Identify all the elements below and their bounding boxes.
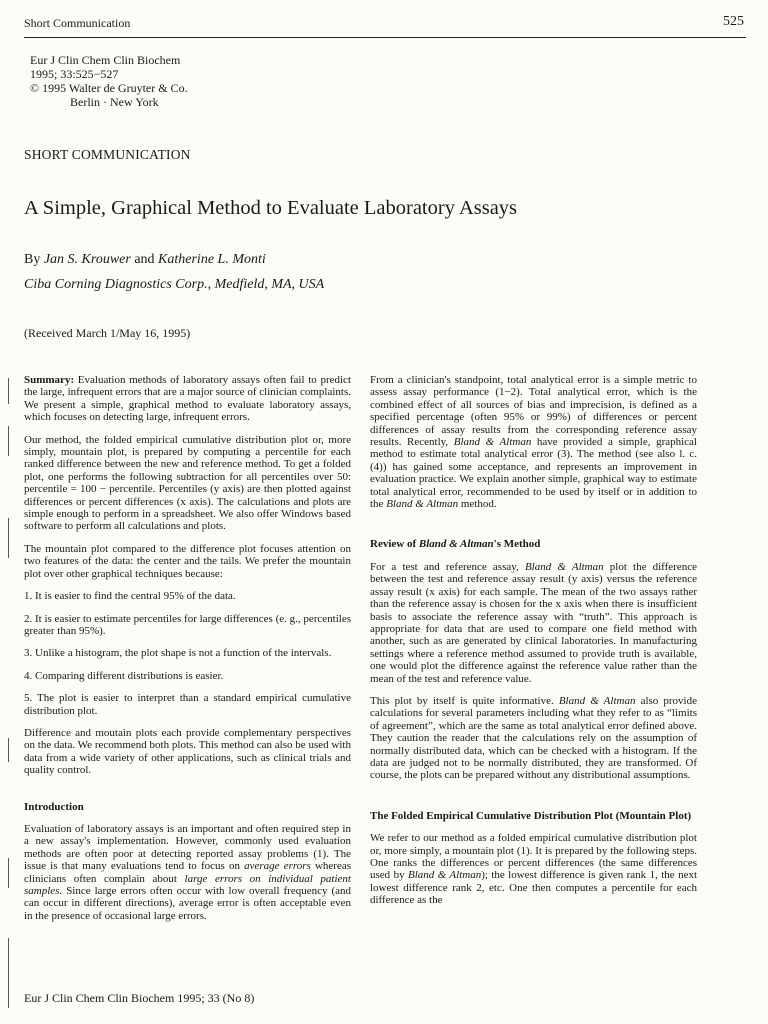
received-date: (Received March 1/May 16, 1995) [24,326,191,340]
list-item-3: 3. Unlike a histogram, the plot shape is not a function of the intervals. [24,647,332,660]
header-rule [24,37,746,38]
journal-name: Eur J Clin Chem Clin Biochem [30,53,181,67]
byline-by: By [24,252,41,267]
list-item-5: 5. The plot is easier to interpret than a standard empirical cumulative distribution plot. [24,692,351,717]
summary-paragraph [24,374,351,424]
introduction-heading: Introduction [24,800,84,813]
page-footer: Eur J Clin Chem Clin Biochem 1995; 33 (No 8) [24,991,255,1005]
summary-text: Evaluation methods of laboratory assays often fail to predict the large, infrequent errors that are a major source of clinician complaints. We present a simple, graphical method to evaluate laboratory assays, which focuses on detecting large, infrequent errors. [24,374,351,424]
article-title: A Simple, Graphical Method to Evaluate Laboratory Assays [24,197,518,219]
scan-margin-marks [8,378,16,1018]
byline [24,252,266,268]
author-1: Jan S. Krouwer [43,252,131,267]
mountain-plot-method-paragraph: We refer to our method as a folded empirical cumulative distribution plot or, more simply, a mountain plot (1). It is prepared by the following steps. One ranks the differences or percent differences (the same differences used by Bland & Altman); the lowest difference is given rank 1, the next lowest difference rank 2, etc. One then computes a percentile for each difference as the [370,832,698,907]
copyright-line: © 1995 Walter de Gruyter & Co. [30,81,188,95]
publisher-location: Berlin · New York [70,95,159,109]
volume-pages: 1995; 33:525−527 [30,67,119,81]
method-paragraph: Our method, the folded empirical cumulative distribution plot or, more simply, mountain plot, is prepared by computing a percentile for each ranked difference between the new and reference method. To get a folded plot, one performs the following subtraction for all percentiles over 50: percentile = 100 − percentile. Percentiles (y axis) are then plotted against differences or percent differences (x axis). The calculations and plots are simple enough to perform in a spreadsheet. We also offer Windows based software to perform all calculations and plots. [24,433,351,533]
introduction-paragraph: Evaluation of laboratory assays is an important and often required step in a new assay's implementation. However, commonly used evaluation methods are often poor at detecting reported assay problems (1). The issue is that many evaluations tend to focus on average errors whereas clinicians often complain about large errors on individual patient samples. Since large errors often occur with low overall frequency (and can occur in different directions), average error is often acceptable even in the presence of occasional large errors. [24,822,352,922]
list-item-4: 4. Comparing different distributions is easier. [24,669,224,682]
list-item-1: 1. It is easier to find the central 95% of the data. [24,590,236,603]
mountain-plot-heading: The Folded Empirical Cumulative Distribution Plot (Mountain Plot) [370,809,692,822]
mountain-plot-paragraph: The mountain plot compared to the difference plot focuses attention on two features of the data: the center and the tails. We prefer the mountain plot over other graphical techniques because: [24,542,351,580]
byline-and: and [134,252,155,267]
affiliation: Ciba Corning Diagnostics Corp., Medfield, MA, USA [24,277,325,292]
section-label: SHORT COMMUNICATION [24,147,191,162]
informative-paragraph: This plot by itself is quite informative. Bland & Altman also provide calculations for several parameters including what they refer to as “limits of agreement”, which are the same as total analytical error defined above. They caution the reader that the calculations rely on the assumption of normally distributed data, which can be checked with a histogram. If the data are judged not to be normally distributed, they are transformed. Of course, the plots can be prepared without any distributional assumptions. [370,694,697,782]
author-2: Katherine L. Monti [158,252,266,267]
review-paragraph: For a test and reference assay, Bland & Altman plot the difference between the test and reference assay result (y axis) versus the reference assay result (x axis) for each sample. The mean of the two assays rather than the reference assay is chosen for the x axis when there is insufficient basis to associate the reference assay with “truth”. This approach is appropriate for data that are used to compare one field method with another, such as are generated by clinical laboratories. In manufacturing settings where a reference method assumed to provide truth is available, one would plot the difference against the reference value rather than the mean of the test and reference value. [370,560,697,685]
page-number: 525 [723,14,744,29]
right-column [370,374,697,917]
complementary-paragraph: Difference and moutain plots each provide complementary perspectives on the data. We recommend both plots. This method can also be used with data from a wide variety of other applications, such as clinical trials and quality control. [24,726,351,777]
summary-label: Summary: [24,374,75,386]
journal-citation [30,53,188,109]
left-column [24,374,351,932]
clinician-paragraph: From a clinician's standpoint, total analytical error is a simple metric to assess assay performance (1−2). Total analytical error, which is the combined effect of all sources of bias and imprecision, is defined as a specified percentage (often 95% or 99%) of differences or percent differences of assay results from the corresponding reference assay results. Recently, Bland & Altman have provided a simple, graphical method to estimate total analytical error (3). The method (see also l. c. (4)) has gained some acceptance, and represents an improvement in evaluation practice. We explain another simple, graphical way to estimate total analytical error, recommended to be used by itself or in addition to the Bland & Altman method. [370,374,697,511]
running-head-label: Short Communication [24,16,131,30]
list-item-2: 2. It is easier to estimate percentiles for large differences (e. g., percentiles greater than 95%). [24,612,352,637]
review-heading: Review of Bland & Altman's Method [370,538,541,551]
